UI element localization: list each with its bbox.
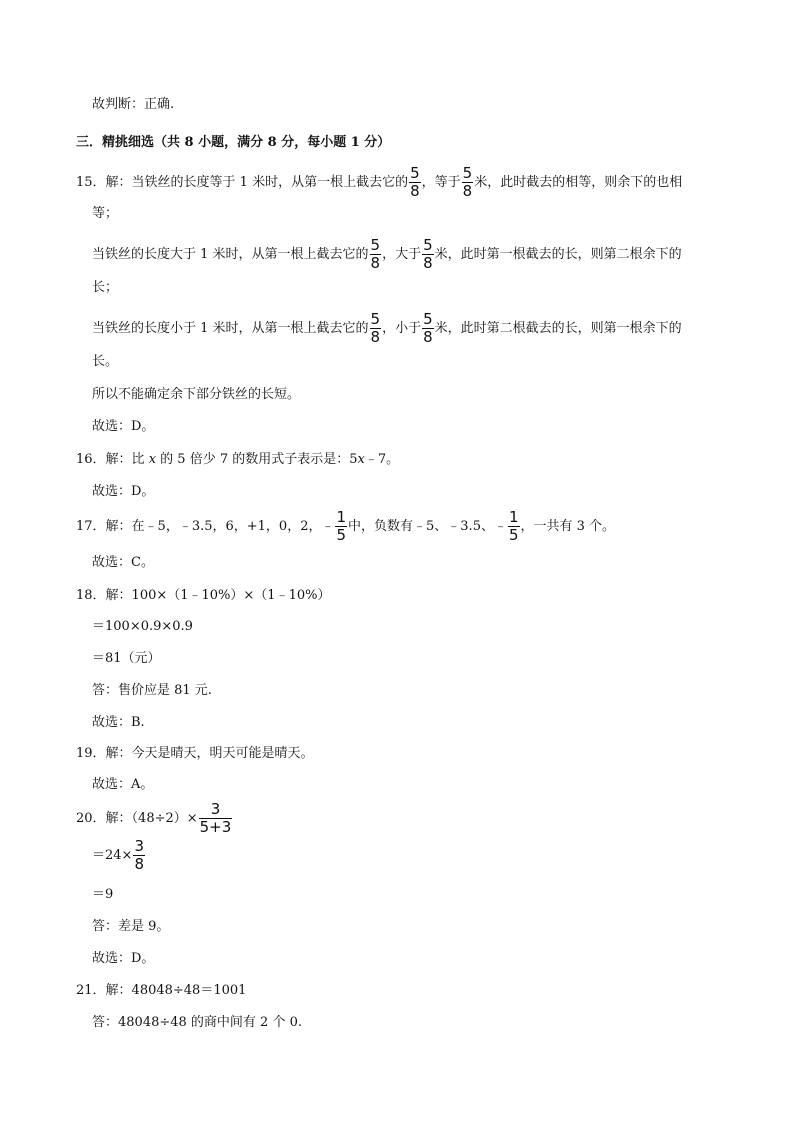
fraction [422,238,434,271]
q17-line [76,510,615,543]
text: ＝24× [92,848,133,863]
text: 米，此时截去的相等，则余下的也相 [474,175,683,190]
text-line: 等； [92,206,119,221]
text: ，小于 [382,321,422,336]
numerator: 5 [423,310,433,328]
text: ，等于 [421,175,461,190]
text: 的 5 倍少 7 的数用式子表示是：5 [156,452,358,467]
text-line: 故判断：正确. [92,97,175,112]
fraction [422,312,434,345]
text-line: 长； [92,280,119,295]
text-line: 18．解：100×（1﹣10%）×（1﹣10%） [76,588,331,603]
denominator: 8 [462,182,473,200]
text-line: 长。 [92,354,119,369]
fraction [133,839,145,872]
text: 20．解：（48÷2）× [76,811,198,826]
numerator: 5 [462,164,473,182]
q15-line-3 [92,238,682,271]
answer-line: 故选：A。 [92,777,154,792]
q15-line-5 [92,312,682,345]
text-line: 答：48048÷48 的商中间有 2 个 0. [92,1015,302,1030]
answer-line: 故选：C。 [92,555,154,570]
denominator: 5+3 [199,818,232,836]
denominator: 5 [336,526,347,544]
numerator: 3 [199,802,233,819]
numerator: 5 [370,310,381,328]
text-line: ＝81（元） [92,651,161,666]
text: 当铁丝的长度小于 1 米时，从第一根上截去它的 [92,321,369,336]
text-line: 答：售价应是 81 元. [92,683,212,698]
text: ，一共有 3 个。 [520,519,616,534]
text: 米，此时第一根截去的长，则第二根余下的 [434,247,682,262]
numerator: 5 [410,164,420,182]
text: ﹣7。 [364,452,400,467]
fraction [370,238,382,271]
text-line: 所以不能确定余下部分铁丝的长短。 [92,387,301,402]
q16-line [76,451,399,469]
text-line: ＝9 [92,887,114,902]
text: 15．解：当铁丝的长度等于 1 米时，从第一根上截去它的 [76,175,409,190]
variable: x [357,452,365,467]
text: ，大于 [382,247,422,262]
text-line: 19．解：今天是晴天，明天可能是晴天。 [76,746,314,761]
fraction [335,510,347,543]
numerator: 5 [423,236,433,254]
answer-line: 故选：D。 [92,419,155,434]
text-line: 21．解：48048÷48＝1001 [76,983,247,998]
fraction [462,166,474,199]
q15-line-1 [76,166,682,199]
denominator: 8 [410,182,420,200]
answer-line: 故选：D。 [92,484,155,499]
denominator: 8 [370,328,381,346]
fraction [409,166,421,199]
denominator: 8 [423,328,433,346]
q20-line-2 [92,839,146,872]
text: 16．解：比 [76,452,149,467]
text: 当铁丝的长度大于 1 米时，从第一根上截去它的 [92,247,369,262]
numerator: 1 [508,508,519,526]
q20-line-1 [76,802,233,835]
numerator: 5 [370,236,381,254]
answer-line: 故选：B. [92,715,145,730]
text-line: ＝100×0.9×0.9 [92,619,193,634]
section-heading: 三．精挑细选（共 8 小题，满分 8 分，每小题 1 分） [76,135,391,150]
fraction [370,312,382,345]
text-line: 答：差是 9。 [92,919,170,934]
numerator: 1 [336,508,347,526]
fraction [199,802,233,835]
numerator: 3 [134,837,144,855]
answer-line: 故选：D。 [92,951,155,966]
text: 17．解：在﹣5，﹣3.5，6，+1，0，2，﹣ [76,519,335,534]
denominator: 5 [508,526,519,544]
fraction [508,510,520,543]
text: 米，此时第二根截去的长，则第一根余下的 [434,321,682,336]
text: 中，负数有﹣5、﹣3.5、﹣ [348,519,507,534]
denominator: 8 [370,254,381,272]
denominator: 8 [423,254,433,272]
denominator: 8 [134,855,144,873]
variable: x [148,452,157,467]
